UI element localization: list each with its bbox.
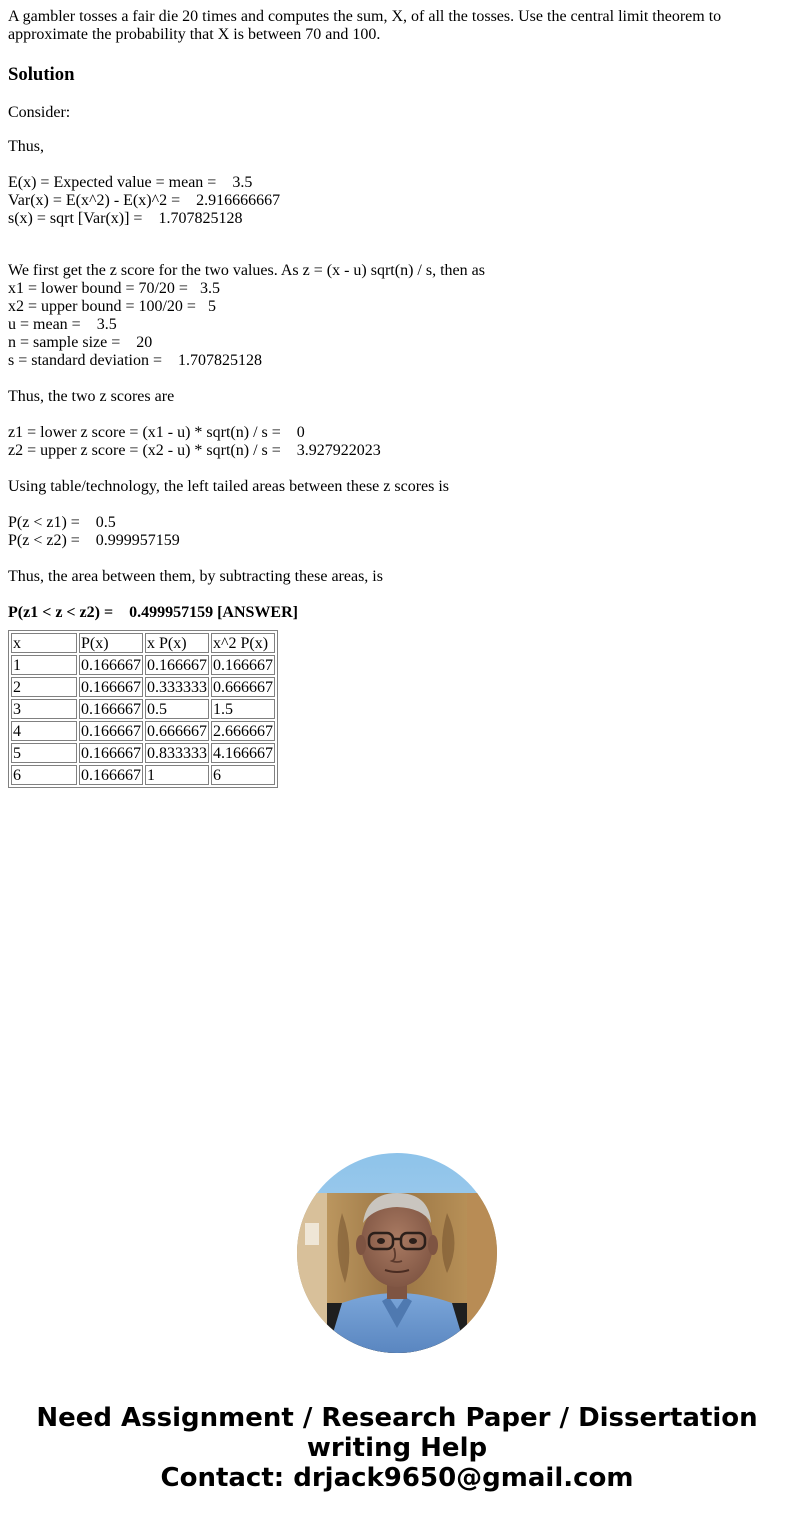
probability-line: P(z < z1) = 0.5 [8,514,116,531]
param-line: u = mean = 3.5 [8,316,117,333]
table-header-cell: x [11,633,77,653]
table-header-cell: x^2 P(x) [211,633,275,653]
author-portrait-illustration [297,1153,497,1353]
table-row [11,743,275,763]
thus-text: Thus, [8,138,44,155]
table-intro: Using table/technology, the left tailed areas between these z scores is [8,478,450,495]
table-cell: 0.166667 [81,679,141,696]
solution-heading: Solution [8,64,75,85]
param-line: s = standard deviation = 1.707825128 [8,352,263,369]
table-cell: 0.666667 [213,679,273,696]
table-row [11,765,275,785]
footer-line: writing Help [306,1433,488,1463]
table-row [11,699,275,719]
table-cell: 6 [211,765,275,785]
table-cell: 2.666667 [213,723,273,740]
footer-line: Need Assignment / Research Paper / Dissertation [36,1403,758,1433]
table-cell: 0.166667 [213,657,273,674]
distribution-table [8,630,278,788]
consider-text: Consider: [8,104,71,121]
table-cell: 6 [11,765,77,785]
table-cell: 3 [11,699,77,719]
probability-block [8,514,786,550]
table-cell: 0.5 [145,699,209,719]
table-cell: 2 [11,677,77,697]
zscore-setup-block [8,262,786,370]
table-cell: 4.166667 [213,745,273,762]
table-row [11,655,275,675]
expected-value-line: E(x) = Expected value = mean = 3.5 [8,174,253,191]
table-cell: 0.666667 [147,723,207,740]
table-header-cell: x P(x) [145,633,209,653]
table-cell: 5 [11,743,77,763]
table-cell: 4 [11,721,77,741]
table-cell: 0.166667 [81,767,141,784]
table-cell: 0.166667 [81,745,141,762]
table-cell: 1 [11,655,77,675]
param-line: x2 = upper bound = 100/20 = 5 [8,298,216,315]
author-photo [297,1153,497,1353]
zscore-line: z2 = upper z score = (x2 - u) * sqrt(n) / s = 3.927922023 [8,442,381,459]
table-header-cell: P(x) [79,633,143,653]
zscore-line: z1 = lower z score = (x1 - u) * sqrt(n) / s = 0 [8,424,305,441]
variance-line: Var(x) = E(x^2) - E(x)^2 = 2.916666667 [8,192,281,209]
table-cell: 0.166667 [81,723,141,740]
table-cell: 0.166667 [81,657,141,674]
zscore-intro: We first get the z score for the two values. As z = (x - u) sqrt(n) / s, then as [8,262,485,279]
param-line: n = sample size = 20 [8,334,153,351]
promo-footer [0,1403,794,1493]
zscores-intro: Thus, the two z scores are [8,388,175,405]
answer-line: P(z1 < z < z2) = 0.499957159 [ANSWER] [8,604,298,621]
table-header-row [11,633,275,653]
table-cell: 0.833333 [147,745,207,762]
table-cell: 1 [145,765,209,785]
table-row [11,721,275,741]
param-line: x1 = lower bound = 70/20 = 3.5 [8,280,220,297]
footer-contact: Contact: drjack9650@gmail.com [160,1463,634,1493]
expectation-block [8,174,786,228]
table-cell: 0.333333 [147,679,207,696]
subtract-text: Thus, the area between them, by subtracting these areas, is [8,568,383,585]
std-dev-line: s(x) = sqrt [Var(x)] = 1.707825128 [8,210,243,227]
table-cell: 0.166667 [81,701,141,718]
table-cell: 1.5 [211,699,275,719]
table-row [11,677,275,697]
question-text: A gambler tosses a fair die 20 times and computes the sum, X, of all the tosses. Use the central limit theorem to approximate the probability that X is between 70 and 100. [8,8,722,43]
probability-line: P(z < z2) = 0.999957159 [8,532,180,549]
table-cell: 0.166667 [147,657,207,674]
document-body [8,8,786,788]
zscores-block [8,424,786,460]
